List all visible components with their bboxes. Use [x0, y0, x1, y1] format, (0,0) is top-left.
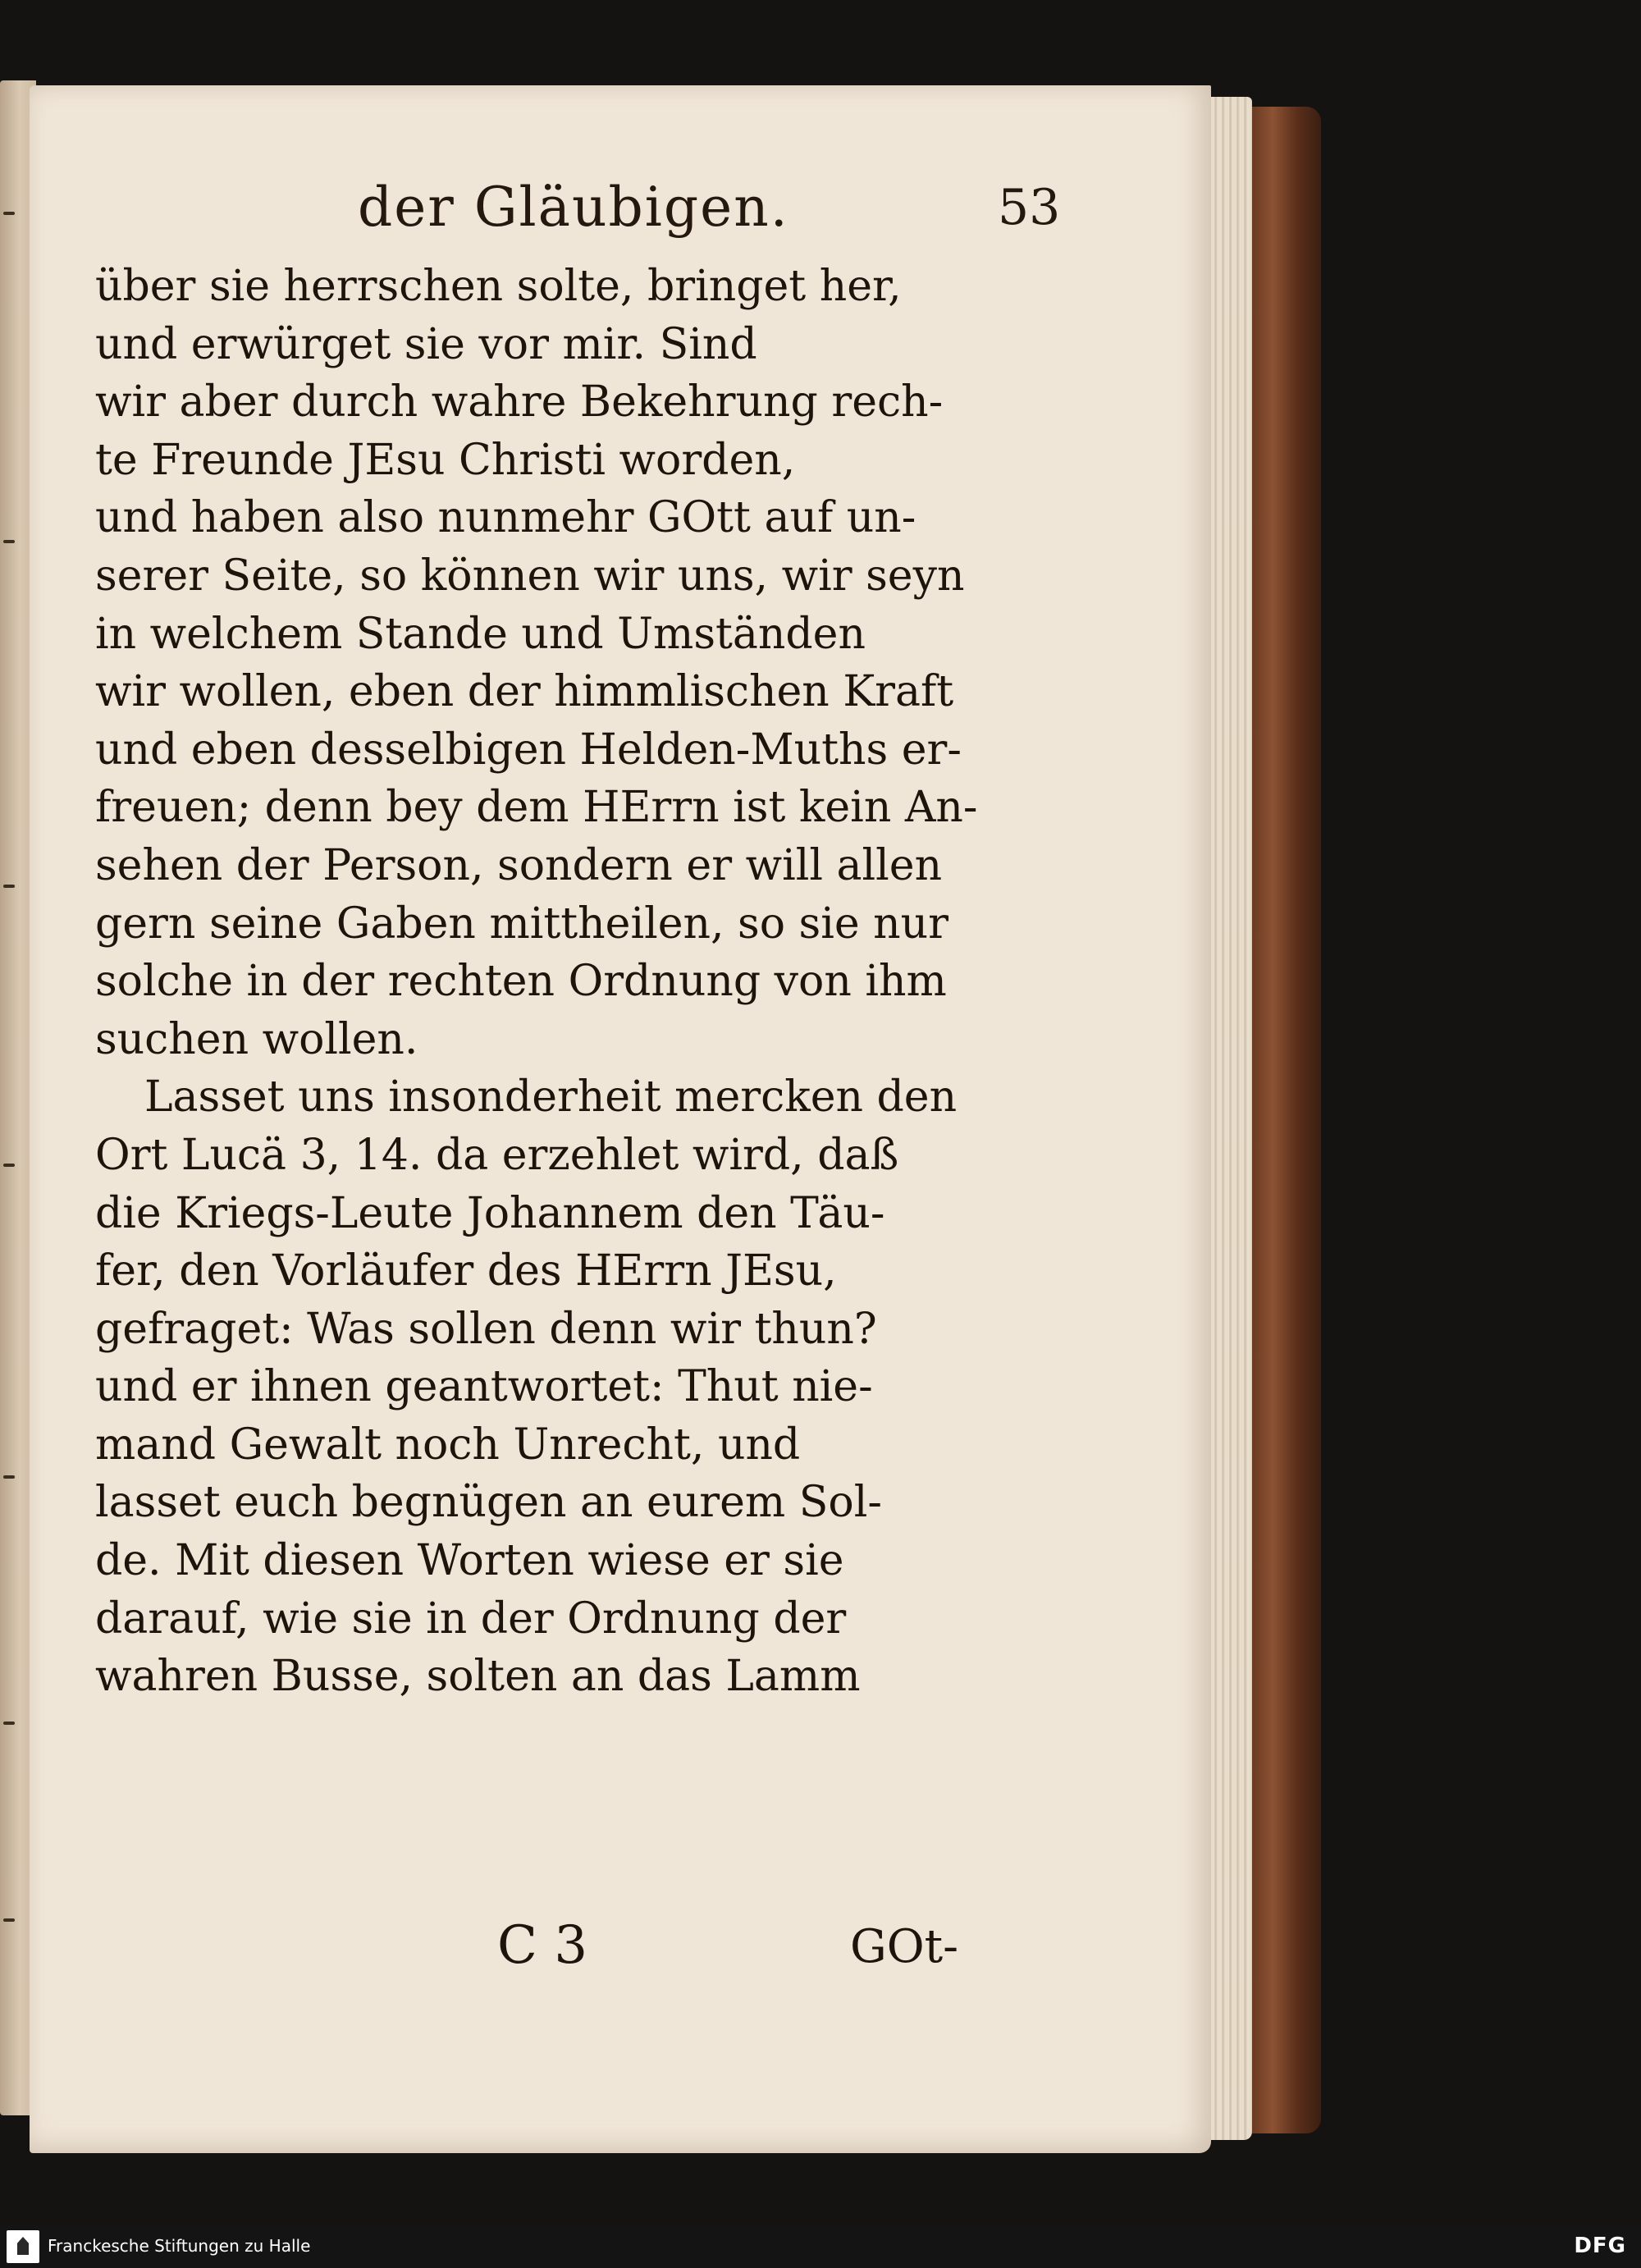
text-line: lasset euch begnügen an eurem Sol-	[95, 1478, 882, 1528]
edge-mark	[3, 540, 15, 543]
body-text	[95, 258, 1104, 1706]
text-line: serer Seite, so können wir uns, wir seyn	[95, 551, 965, 601]
text-line: de. Mit diesen Worten wiese er sie	[95, 1536, 844, 1586]
text-line: die Kriegs-Leute Johannem den Täu-	[95, 1188, 885, 1238]
catchword: GOt-	[850, 1920, 959, 1973]
running-head: der Gläubigen.	[358, 176, 789, 239]
text-line: suchen wollen.	[95, 1014, 418, 1064]
text-line: Ort Lucä 3, 14. da erzehlet wird, daß	[95, 1130, 899, 1180]
text-line: und erwürget sie vor mir. Sind	[95, 319, 757, 369]
text-line: und haben also nunmehr GOtt auf un-	[95, 493, 916, 543]
text-line: te Freunde JEsu Christi worden,	[95, 435, 796, 485]
text-line: über sie herrschen solte, bringet her,	[95, 262, 902, 311]
edge-mark	[3, 1475, 15, 1479]
page-header	[30, 176, 1211, 266]
viewer-footer	[0, 2225, 1641, 2268]
text-line: mand Gewalt noch Unrecht, und	[95, 1420, 801, 1470]
text-line: wir wollen, eben der himmlischen Kraft	[95, 667, 954, 717]
edge-mark	[3, 212, 15, 215]
text-line: darauf, wie sie in der Ordnung der	[95, 1594, 847, 1644]
text-line: solche in der rechten Ordnung von ihm	[95, 957, 947, 1007]
text-line: sehen der Person, sondern er will allen	[95, 840, 943, 890]
text-line: in welchem Stande und Umständen	[95, 609, 866, 659]
edge-mark	[3, 1164, 15, 1167]
text-line: freuen; denn bey dem HErrn ist kein An-	[95, 783, 978, 833]
text-line: und er ihnen geantwortet: Thut nie-	[95, 1362, 873, 1412]
dfg-logo: DFG	[1574, 2234, 1626, 2258]
text-line: wahren Busse, solten an das Lamm	[95, 1652, 861, 1702]
text-line: wir aber durch wahre Bekehrung rech-	[95, 377, 944, 428]
edge-mark	[3, 1918, 15, 1922]
page-footer-line	[30, 1915, 1211, 1989]
text-line: und eben desselbigen Helden-Muths er-	[95, 725, 962, 775]
text-line: fer, den Vorläufer des HErrn JEsu,	[95, 1246, 837, 1296]
text-line: gern seine Gaben mittheilen, so sie nur	[95, 899, 948, 949]
book-page	[30, 85, 1211, 2153]
edge-mark	[3, 885, 15, 888]
text-line: gefraget: Was sollen denn wir thun?	[95, 1304, 877, 1354]
edge-mark	[3, 1722, 15, 1725]
text-line: Lasset uns insonderheit mercken den	[144, 1072, 958, 1123]
page-number: 53	[998, 179, 1061, 236]
institution-name: Franckesche Stiftungen zu Halle	[48, 2236, 311, 2256]
book-binding	[1252, 107, 1321, 2133]
institution-logo-icon	[7, 2230, 39, 2263]
signature-mark: C 3	[497, 1915, 588, 1976]
